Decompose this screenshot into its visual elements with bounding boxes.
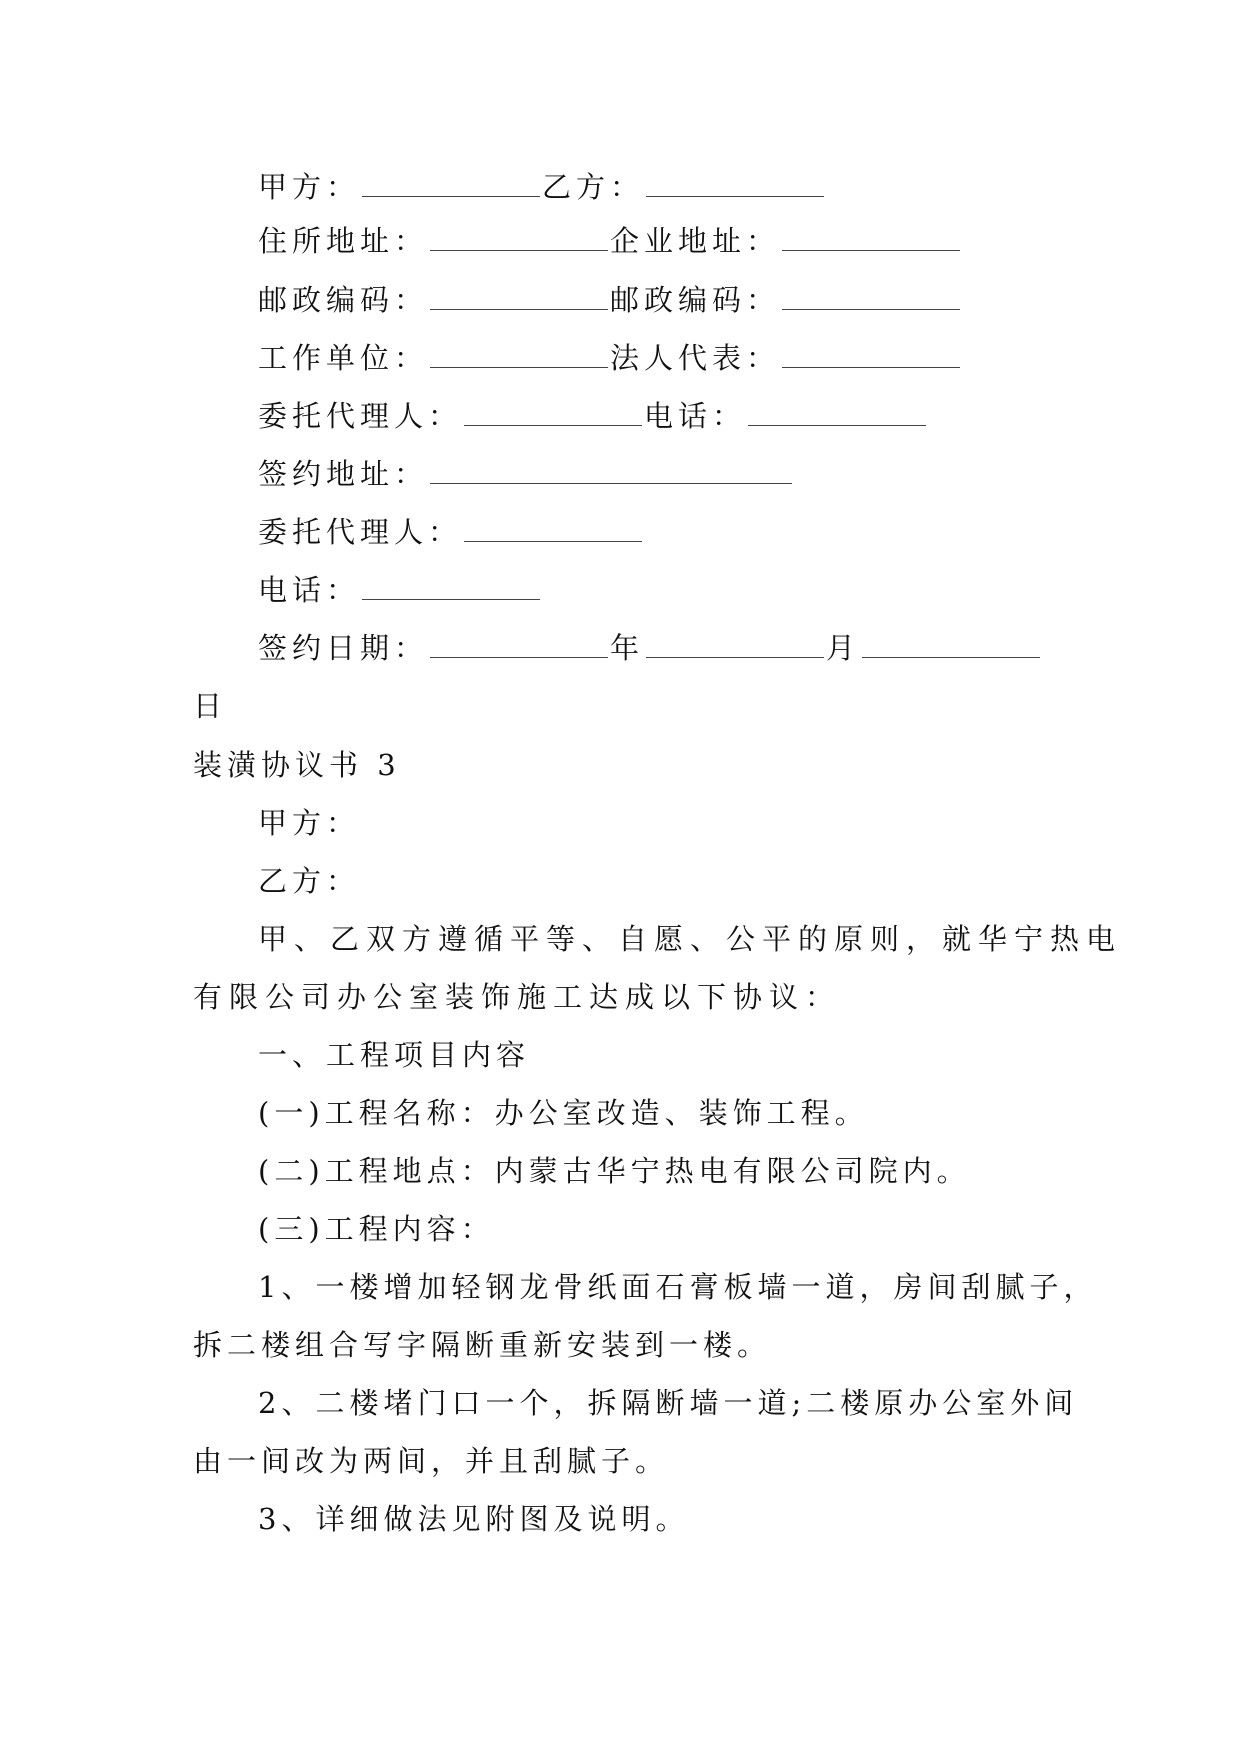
point-2-line-2: 由一间改为两间，并且刮腻子。 [193, 1444, 670, 1478]
agreement-party-a: 甲方： [258, 806, 361, 840]
intro-line-2: 有限公司办公室装饰施工达成以下协议： [193, 980, 842, 1014]
signing-address-label: 签约地址： [258, 457, 429, 491]
agent-blank-2 [464, 515, 642, 542]
intro-line-1: 甲、乙双方遵循平等、自愿、公平的原则，就华宁热电 [258, 922, 1123, 956]
day-label: 日 [193, 689, 228, 723]
work-unit-row [258, 338, 962, 378]
postal-code-label-2: 邮政编码： [610, 283, 781, 317]
point-2-line-1: 2、二楼堵门口一个，拆隔断墙一道;二楼原办公室外间 [258, 1386, 1079, 1420]
agent-phone-row [258, 396, 928, 436]
agent-label-1: 委托代理人： [258, 399, 463, 433]
month-blank [646, 631, 824, 658]
agent-blank-1 [464, 399, 642, 426]
day-blank [862, 631, 1040, 658]
agent-label-2: 委托代理人： [258, 515, 463, 549]
residence-blank [430, 224, 608, 251]
work-unit-label: 工作单位： [258, 341, 429, 375]
year-blank [430, 631, 608, 658]
postal-code-label-1: 邮政编码： [258, 283, 429, 317]
postal-code-blank-2 [782, 283, 960, 310]
phone-row [258, 570, 542, 610]
postal-code-blank-1 [430, 283, 608, 310]
month-label: 月 [826, 631, 861, 665]
phone-blank-2 [362, 573, 540, 600]
company-address-blank [782, 224, 960, 251]
agent-row [258, 512, 644, 552]
legal-rep-blank [782, 341, 960, 368]
signing-address-row [258, 454, 794, 494]
party-a-blank [362, 170, 540, 197]
year-label: 年 [610, 631, 645, 665]
project-content-item: (三)工程内容： [258, 1212, 495, 1246]
work-unit-blank [430, 341, 608, 368]
project-name-item: (一)工程名称：办公室改造、装饰工程。 [258, 1096, 869, 1130]
address-row [258, 221, 962, 261]
phone-blank-1 [748, 399, 926, 426]
signing-date-row [258, 628, 1042, 668]
phone-label-2: 电话： [258, 573, 361, 607]
party-b-blank [646, 170, 824, 197]
company-address-label: 企业地址： [610, 224, 781, 258]
point-1-line-1: 1、一楼增加轻钢龙骨纸面石膏板墙一道，房间刮腻子， [258, 1270, 1098, 1304]
legal-rep-label: 法人代表： [610, 341, 781, 375]
party-row [258, 167, 826, 207]
residence-label: 住所地址： [258, 224, 429, 258]
section-1-heading: 一、工程项目内容 [258, 1038, 531, 1072]
agreement-party-b: 乙方： [258, 864, 361, 898]
point-3: 3、详细做法见附图及说明。 [258, 1502, 690, 1536]
signing-date-label: 签约日期： [258, 631, 429, 665]
phone-label-1: 电话： [644, 399, 747, 433]
point-1-line-2: 拆二楼组合写字隔断重新安装到一楼。 [193, 1328, 772, 1362]
project-location-item: (二)工程地点：内蒙古华宁热电有限公司院内。 [258, 1154, 971, 1188]
agreement-title: 装潢协议书 3 [193, 748, 401, 782]
party-a-label: 甲方： [258, 170, 361, 204]
signing-address-blank [430, 457, 792, 484]
party-b-label: 乙方： [542, 170, 645, 204]
postal-code-row [258, 280, 962, 320]
